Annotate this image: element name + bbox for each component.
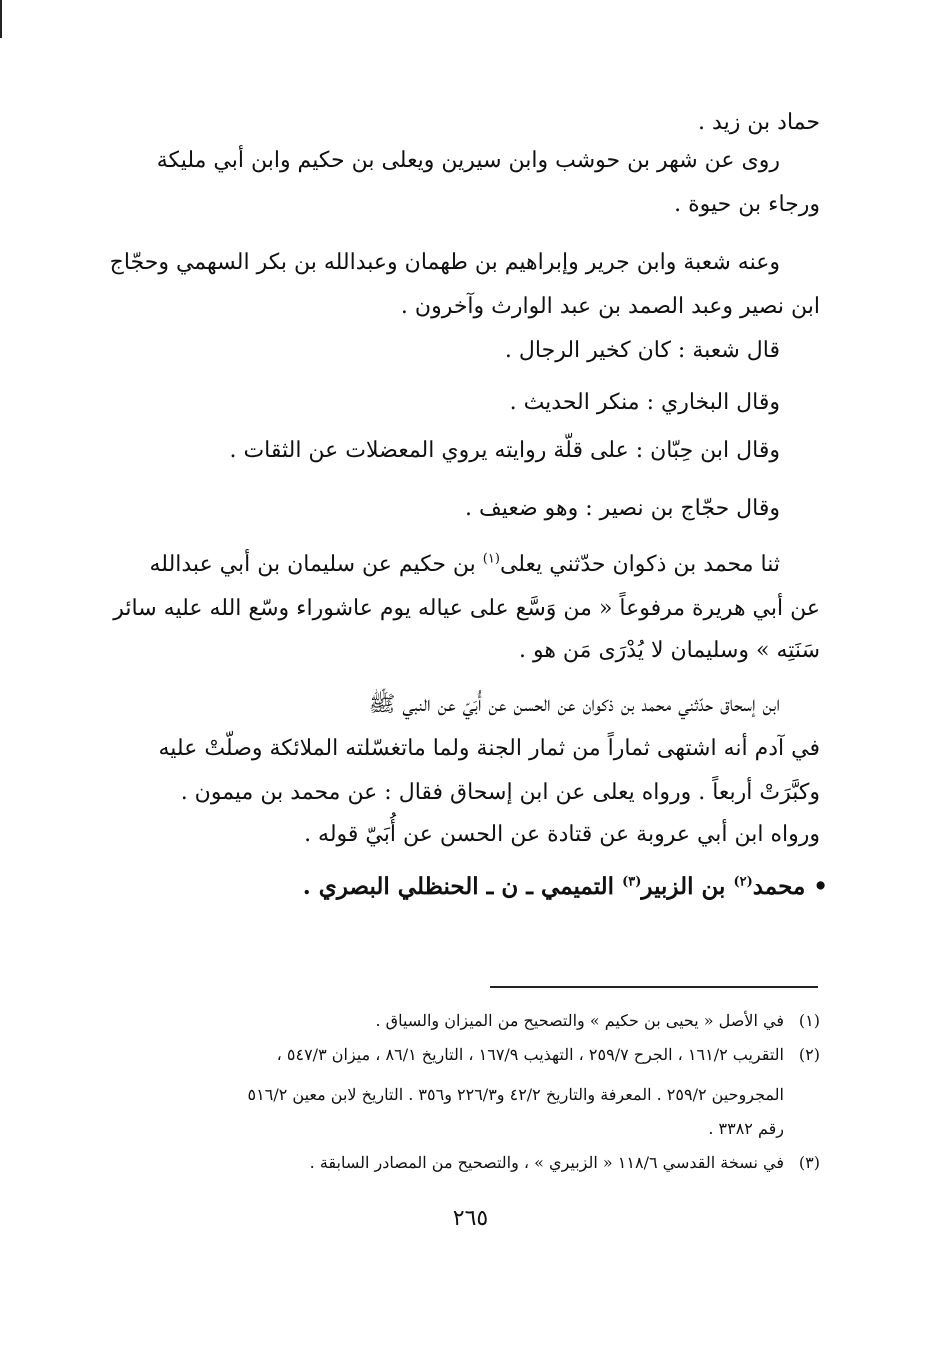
footnote-divider — [490, 986, 818, 988]
text-line-6: قال شعبة : كان كخير الرجال . — [504, 338, 780, 363]
text-line-4: وعنه شعبة وابن جرير وإبراهيم بن طهمان وعبدالله بن بكر السهمي وحجّاج — [109, 250, 780, 275]
text-line-16: ورواه ابن أبي عروبة عن قتادة عن الحسن عن أُبَيّ قوله . — [304, 822, 820, 847]
footnotes — [140, 1004, 820, 1180]
footnote-2-text-line-1: التقريب ١٦١/٢ ، الجرح ٢٥٩/٧ ، التهذيب ١٦٧/٩ ، التاريخ ٨٦/١ ، ميزان ٥٤٧/٣ ، — [276, 1045, 784, 1064]
text-line-5: ابن نصير وعبد الصمد بن عبد الوارث وآخرون . — [400, 294, 820, 319]
footnote-3 — [140, 1146, 820, 1180]
footnote-ref-3: (٣) — [622, 874, 642, 890]
page-body — [109, 108, 828, 902]
text-line-1: حماد بن زيد . — [698, 110, 820, 135]
footnote-1-number: (١) — [798, 1011, 820, 1030]
footnote-2-number: (٢) — [798, 1045, 820, 1064]
text-line-12: سَنَتِه » وسليمان لا يُدْرَى مَن هو . — [518, 638, 820, 663]
footnote-2 — [140, 1038, 820, 1072]
text-line-7: وقال البخاري : منكر الحديث . — [509, 390, 780, 415]
text-line-14: في آدم أنه اشتهى ثماراً من ثمار الجنة ولما ماتغسّلته الملائكة وصلّتْ عليه — [158, 736, 820, 761]
entry-name-part-3: التميمي ـ ن ـ الحنظلي البصري . — [302, 873, 623, 900]
entry-name-part-1: محمد — [752, 873, 806, 900]
footnote-1 — [140, 1004, 820, 1038]
page-edge-mark — [0, 0, 2, 38]
text-line-10-end: بن حكيم عن سليمان بن أبي عبدالله — [149, 552, 483, 577]
footnote-2-line-2: المجروحين ٢٥٩/٢ . المعرفة والتاريخ ٤٢/٢ و٢٢٦/٣ و٣٥٦ . التاريخ لابن معين ٥١٦/٢ — [247, 1085, 784, 1104]
footnote-ref-2: (٢) — [733, 874, 753, 890]
footnote-ref-1: (١) — [482, 551, 500, 567]
text-line-15: وكبَّرَتْ أربعاً . ورواه يعلى عن ابن إسحاق فقال : عن محمد بن ميمون . — [180, 780, 820, 805]
footnote-3-text: في نسخة القدسي ١١٨/٦ « الزبيري » ، والتصحيح من المصادر السابقة . — [309, 1153, 784, 1172]
entry-name-part-2: بن الزبير — [641, 873, 734, 900]
text-line-11: عن أبي هريرة مرفوعاً « من وَسَّع على عياله يوم عاشوراء وسّع الله عليه سائر — [113, 596, 820, 621]
text-line-9: وقال حجّاج بن نصير : وهو ضعيف . — [464, 496, 780, 521]
footnote-1-text: في الأصل « يحيى بن حكيم » والتصحيح من الميزان والسياق . — [375, 1011, 784, 1030]
footnote-3-number: (٣) — [798, 1153, 820, 1172]
text-line-10 — [120, 550, 820, 580]
text-line-8: وقال ابن حِبّان : على قلّة روايته يروي المعضلات عن الثقات . — [229, 438, 780, 463]
text-line-13: ابن إسحاق حدّثني محمد بن ذكوان عن الحسن عن أُبَيّ عن النبي ﷺ — [368, 692, 780, 717]
entry-marker: • — [813, 873, 828, 900]
text-line-2: روى عن شهر بن حوشب وابن سيرين ويعلى بن حكيم وابن أبي مليكة — [156, 148, 780, 173]
page-number: ٢٦٥ — [452, 1206, 489, 1231]
footnote-2-line-3: رقم ٣٣٨٢ . — [708, 1119, 784, 1138]
entry-title — [120, 872, 828, 902]
text-line-10-start: ثنا محمد بن ذكوان حدّثني يعلى — [499, 552, 780, 577]
text-line-3: ورجاء بن حيوة . — [674, 192, 820, 217]
